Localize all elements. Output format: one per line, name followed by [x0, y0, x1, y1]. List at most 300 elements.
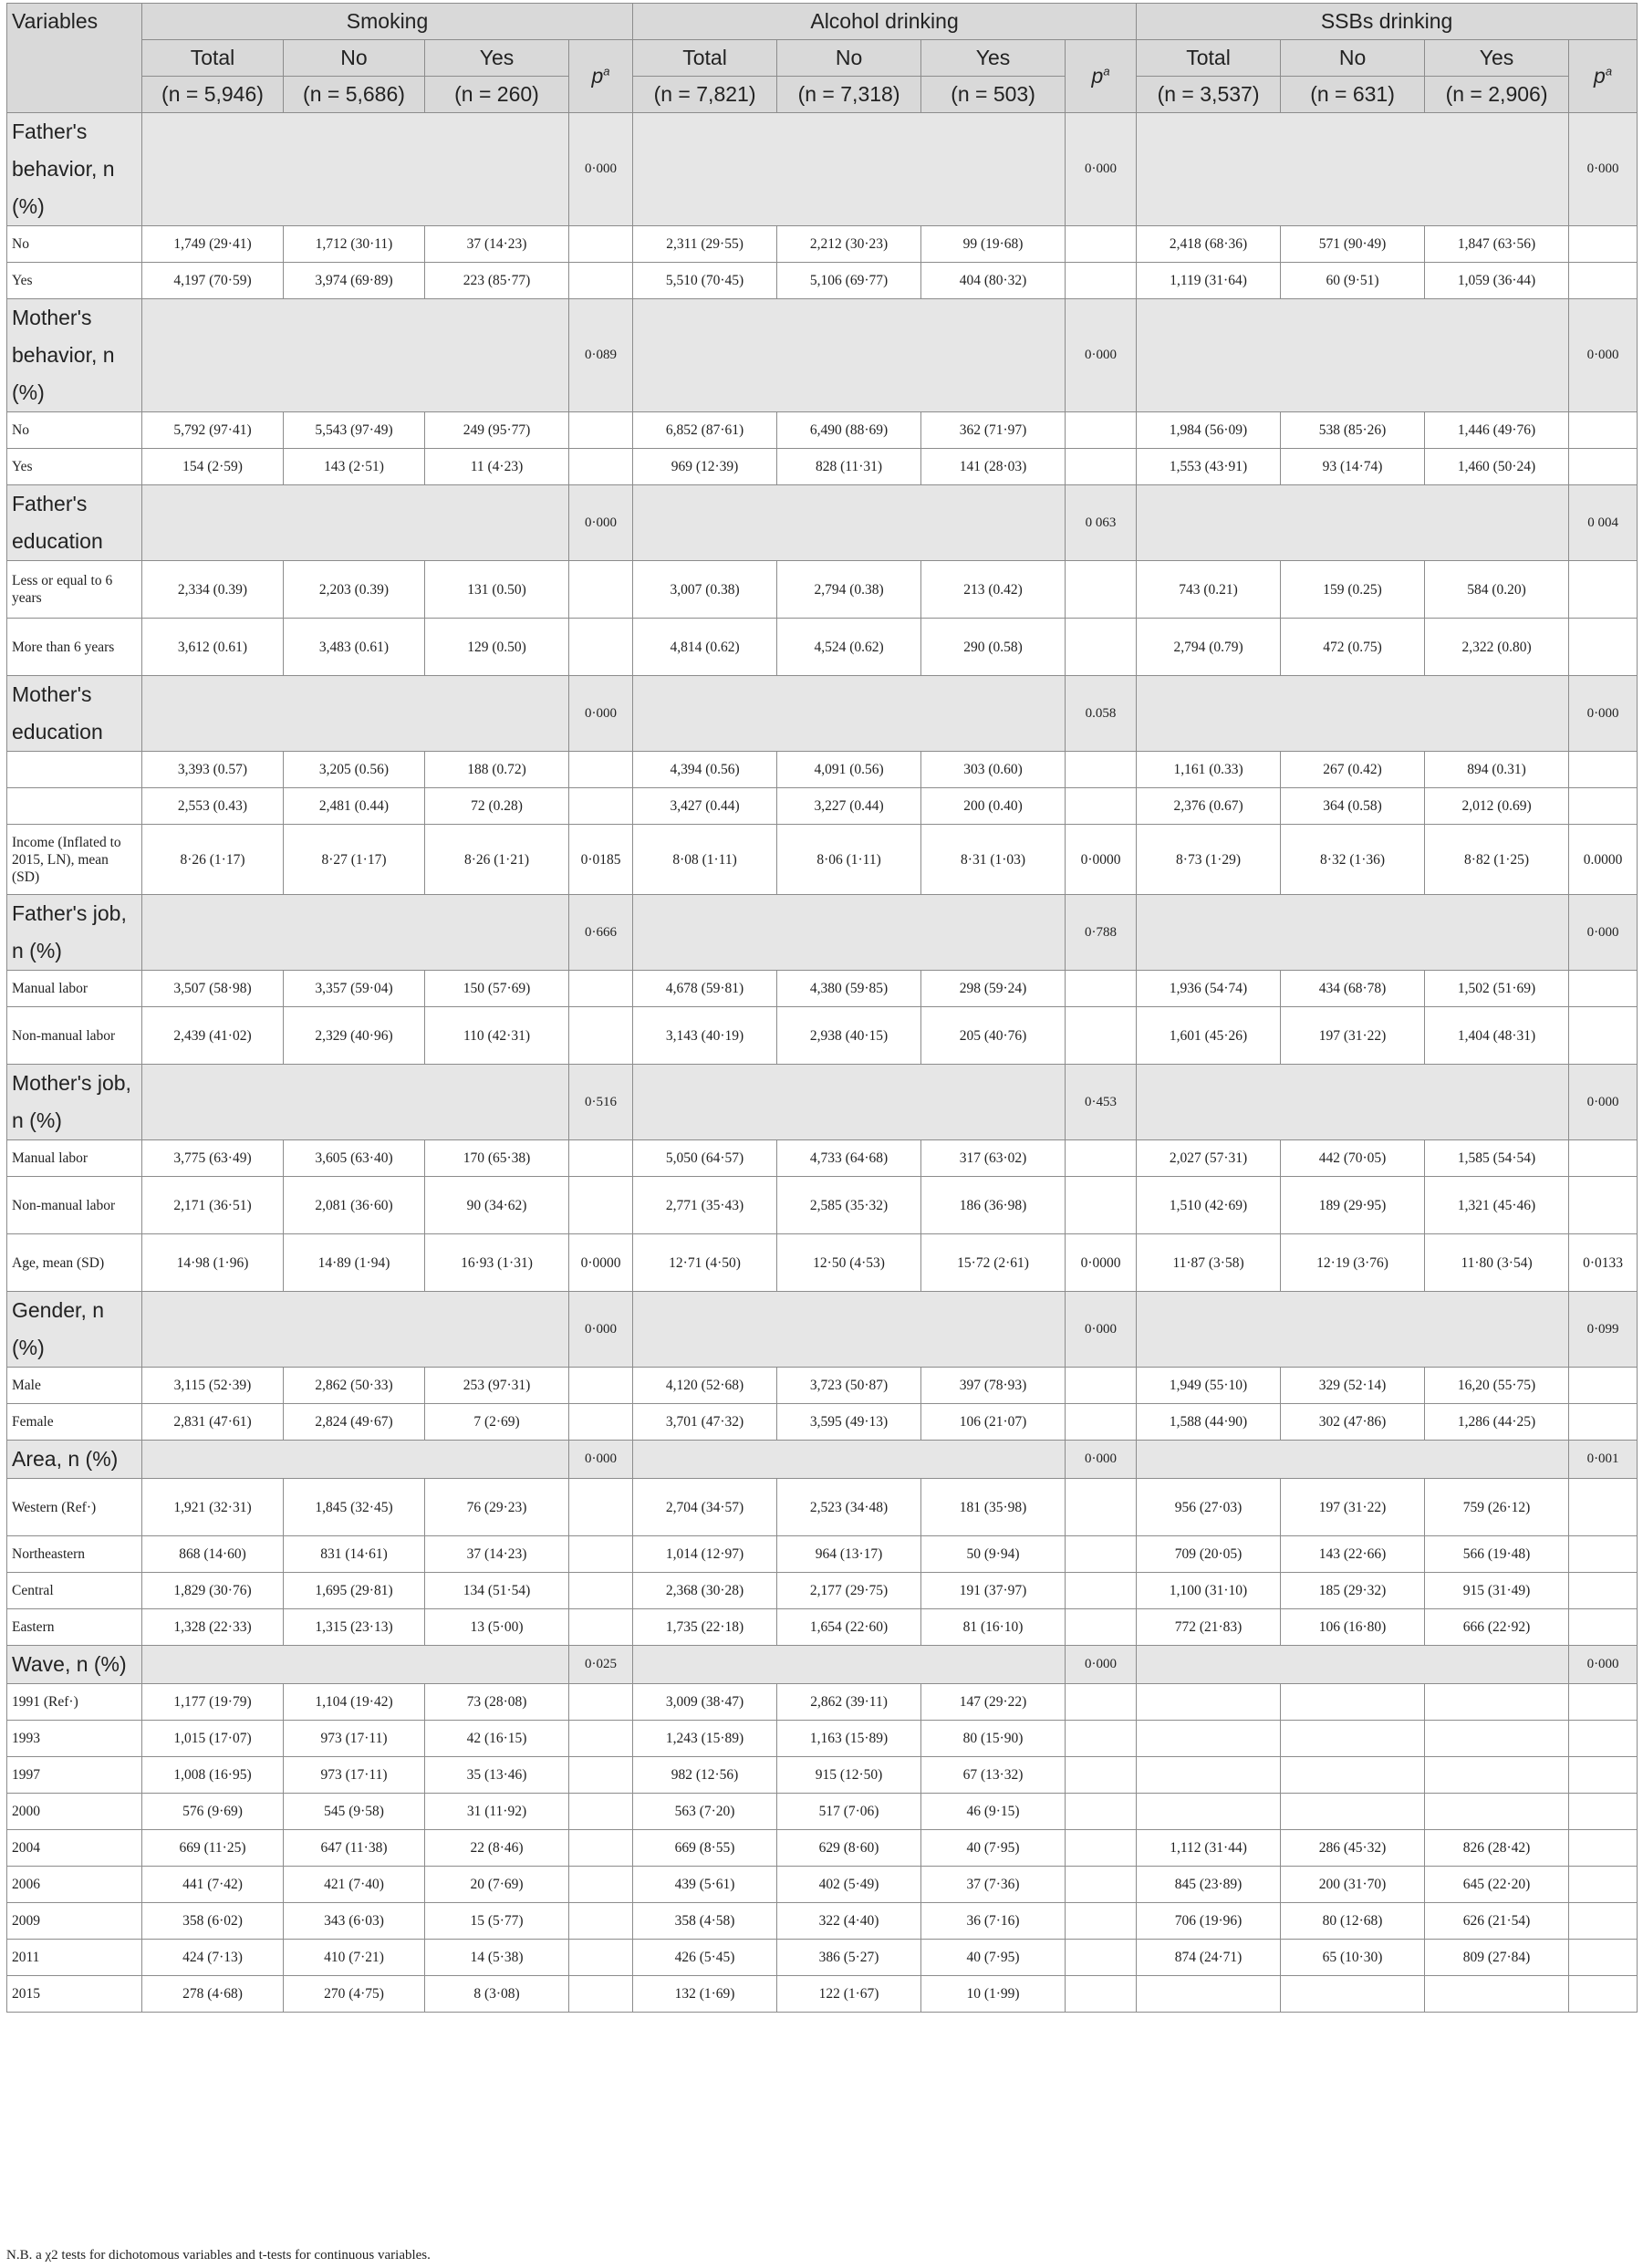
table-row	[7, 788, 1638, 825]
value-cell: 90 (34·62)	[425, 1177, 569, 1234]
row-label	[7, 788, 142, 825]
p-value-cell	[1569, 449, 1638, 485]
table-row	[7, 971, 1638, 1007]
p-value-cell: 0·000	[1569, 299, 1638, 412]
value-cell: 65 (10·30)	[1281, 1940, 1425, 1976]
group-header-row	[7, 299, 1638, 412]
table-row	[7, 1830, 1638, 1867]
header-total: Total	[1137, 40, 1281, 77]
value-cell: 185 (29·32)	[1281, 1573, 1425, 1609]
row-label: 1991 (Ref·)	[7, 1684, 142, 1721]
value-cell: 76 (29·23)	[425, 1479, 569, 1536]
p-value-cell: 0·0000	[1066, 825, 1137, 895]
value-cell: 270 (4·75)	[284, 1976, 425, 2013]
value-cell: 358 (4·58)	[633, 1903, 777, 1940]
value-cell	[1281, 1684, 1425, 1721]
value-cell: 4,814 (0.62)	[633, 619, 777, 676]
value-cell: 915 (31·49)	[1425, 1573, 1569, 1609]
value-cell: 576 (9·69)	[142, 1794, 284, 1830]
header-n: (n = 5,686)	[284, 77, 425, 113]
p-value-cell: 0·000	[1066, 299, 1137, 412]
value-cell: 50 (9·94)	[921, 1536, 1066, 1573]
value-cell: 1,510 (42·69)	[1137, 1177, 1281, 1234]
header-yes: Yes	[921, 40, 1066, 77]
value-cell: 2,418 (68·36)	[1137, 226, 1281, 263]
header-p-value: $p^a$	[569, 40, 633, 113]
value-cell: 99 (19·68)	[921, 226, 1066, 263]
row-label: 2011	[7, 1940, 142, 1976]
value-cell: 2,329 (40·96)	[284, 1007, 425, 1065]
value-cell: 72 (0.28)	[425, 788, 569, 825]
value-cell: 8·32 (1·36)	[1281, 825, 1425, 895]
p-value-cell	[569, 561, 633, 619]
p-value-cell: 0·000	[569, 1441, 633, 1479]
table-row	[7, 263, 1638, 299]
p-value-cell	[1569, 1976, 1638, 2013]
p-value-cell	[1066, 619, 1137, 676]
value-cell: 2,831 (47·61)	[142, 1404, 284, 1441]
p-value-cell: 0·000	[1066, 1646, 1137, 1684]
value-cell: 397 (78·93)	[921, 1368, 1066, 1404]
p-value-cell: 0·000	[1569, 1065, 1638, 1140]
p-value-cell	[569, 1940, 633, 1976]
value-cell: 14·89 (1·94)	[284, 1234, 425, 1292]
p-value-cell	[1066, 1721, 1137, 1757]
value-cell: 12·50 (4·53)	[777, 1234, 921, 1292]
value-cell: 7 (2·69)	[425, 1404, 569, 1441]
value-cell: 2,794 (0.79)	[1137, 619, 1281, 676]
value-cell: 3,115 (52·39)	[142, 1368, 284, 1404]
value-cell: 81 (16·10)	[921, 1609, 1066, 1646]
value-cell: 302 (47·86)	[1281, 1404, 1425, 1441]
p-value-cell	[1569, 263, 1638, 299]
row-label: 2006	[7, 1867, 142, 1903]
blank-cell	[1137, 895, 1569, 971]
value-cell: 14 (5·38)	[425, 1940, 569, 1976]
value-cell: 37 (7·36)	[921, 1867, 1066, 1903]
p-value-cell	[1569, 752, 1638, 788]
value-cell: 132 (1·69)	[633, 1976, 777, 2013]
table-row	[7, 1940, 1638, 1976]
blank-cell	[633, 895, 1066, 971]
value-cell	[1137, 1757, 1281, 1794]
p-value-cell: 0·000	[569, 676, 633, 752]
value-cell	[1281, 1757, 1425, 1794]
p-value-cell	[1066, 1536, 1137, 1573]
p-value-cell	[569, 1721, 633, 1757]
p-value-cell	[569, 619, 633, 676]
value-cell: 5,106 (69·77)	[777, 263, 921, 299]
p-value-cell	[569, 449, 633, 485]
value-cell: 629 (8·60)	[777, 1830, 921, 1867]
table-row	[7, 1684, 1638, 1721]
row-label: Non-manual labor	[7, 1177, 142, 1234]
value-cell	[1137, 1794, 1281, 1830]
p-value-cell	[1066, 1940, 1137, 1976]
value-cell: 2,311 (29·55)	[633, 226, 777, 263]
value-cell: 154 (2·59)	[142, 449, 284, 485]
value-cell: 249 (95·77)	[425, 412, 569, 449]
value-cell: 2,171 (36·51)	[142, 1177, 284, 1234]
value-cell: 4,380 (59·85)	[777, 971, 921, 1007]
value-cell: 4,394 (0.56)	[633, 752, 777, 788]
value-cell: 364 (0.58)	[1281, 788, 1425, 825]
value-cell: 1,735 (22·18)	[633, 1609, 777, 1646]
p-value-cell	[569, 1177, 633, 1234]
p-value-cell: 0·000	[569, 113, 633, 226]
table-row	[7, 825, 1638, 895]
blank-cell	[1137, 1065, 1569, 1140]
value-cell: 60 (9·51)	[1281, 263, 1425, 299]
p-value-cell: 0·0185	[569, 825, 633, 895]
value-cell: 4,678 (59·81)	[633, 971, 777, 1007]
value-cell: 1,286 (44·25)	[1425, 1404, 1569, 1441]
header-n: (n = 5,946)	[142, 77, 284, 113]
header-n: (n = 7,318)	[777, 77, 921, 113]
value-cell: 278 (4·68)	[142, 1976, 284, 2013]
value-cell: 5,543 (97·49)	[284, 412, 425, 449]
value-cell: 402 (5·49)	[777, 1867, 921, 1903]
table-row	[7, 1757, 1638, 1794]
p-value-cell: 0.0000	[1569, 825, 1638, 895]
value-cell: 11·87 (3·58)	[1137, 1234, 1281, 1292]
p-value-cell	[1569, 1867, 1638, 1903]
value-cell: 517 (7·06)	[777, 1794, 921, 1830]
group-header-row	[7, 113, 1638, 226]
value-cell: 42 (16·15)	[425, 1721, 569, 1757]
value-cell: 31 (11·92)	[425, 1794, 569, 1830]
summary-table	[6, 3, 1638, 2013]
value-cell: 12·71 (4·50)	[633, 1234, 777, 1292]
value-cell: 3,007 (0.38)	[633, 561, 777, 619]
p-value-cell	[1569, 1404, 1638, 1441]
p-value-cell	[1569, 1721, 1638, 1757]
value-cell: 563 (7·20)	[633, 1794, 777, 1830]
value-cell: 147 (29·22)	[921, 1684, 1066, 1721]
row-label	[7, 752, 142, 788]
row-label: Male	[7, 1368, 142, 1404]
p-value-cell	[1066, 1757, 1137, 1794]
value-cell: 973 (17·11)	[284, 1757, 425, 1794]
p-value-cell	[1066, 971, 1137, 1007]
p-value-cell: 0·000	[1569, 895, 1638, 971]
value-cell: 143 (2·51)	[284, 449, 425, 485]
p-value-cell	[1569, 619, 1638, 676]
row-label: Yes	[7, 449, 142, 485]
p-value-cell	[1066, 788, 1137, 825]
value-cell: 421 (7·40)	[284, 1867, 425, 1903]
blank-cell	[633, 1292, 1066, 1368]
group-label: Father's education	[7, 485, 142, 561]
value-cell: 5,510 (70·45)	[633, 263, 777, 299]
value-cell: 2,862 (39·11)	[777, 1684, 921, 1721]
value-cell: 188 (0.72)	[425, 752, 569, 788]
value-cell: 1,243 (15·89)	[633, 1721, 777, 1757]
value-cell: 205 (40·76)	[921, 1007, 1066, 1065]
p-value-cell	[569, 1536, 633, 1573]
value-cell: 1,119 (31·64)	[1137, 263, 1281, 299]
p-value-cell	[1569, 1007, 1638, 1065]
p-value-cell	[1569, 1757, 1638, 1794]
value-cell: 16,20 (55·75)	[1425, 1368, 1569, 1404]
value-cell: 669 (8·55)	[633, 1830, 777, 1867]
header-group-ssbs: SSBs drinking	[1137, 4, 1638, 40]
table-row	[7, 1536, 1638, 1573]
value-cell: 16·93 (1·31)	[425, 1234, 569, 1292]
header-p-value: $p^a$	[1569, 40, 1638, 113]
value-cell: 439 (5·61)	[633, 1867, 777, 1903]
p-value-cell	[569, 1684, 633, 1721]
value-cell: 647 (11·38)	[284, 1830, 425, 1867]
value-cell: 141 (28·03)	[921, 449, 1066, 485]
value-cell	[1425, 1684, 1569, 1721]
value-cell: 571 (90·49)	[1281, 226, 1425, 263]
value-cell: 2,481 (0.44)	[284, 788, 425, 825]
value-cell: 159 (0.25)	[1281, 561, 1425, 619]
value-cell: 1,749 (29·41)	[142, 226, 284, 263]
group-label: Mother's job, n (%)	[7, 1065, 142, 1140]
table-row	[7, 1177, 1638, 1234]
row-label: Manual labor	[7, 971, 142, 1007]
value-cell: 626 (21·54)	[1425, 1903, 1569, 1940]
p-value-cell	[1066, 752, 1137, 788]
p-value-cell	[1066, 1573, 1137, 1609]
header-n: (n = 2,906)	[1425, 77, 1569, 113]
value-cell: 538 (85·26)	[1281, 412, 1425, 449]
p-value-cell: 0·000	[569, 1292, 633, 1368]
p-value-cell	[569, 1976, 633, 2013]
blank-cell	[142, 1292, 569, 1368]
value-cell: 213 (0.42)	[921, 561, 1066, 619]
value-cell: 828 (11·31)	[777, 449, 921, 485]
blank-cell	[1137, 485, 1569, 561]
table-row	[7, 1573, 1638, 1609]
value-cell: 11 (4·23)	[425, 449, 569, 485]
p-value-cell	[569, 226, 633, 263]
value-cell: 131 (0.50)	[425, 561, 569, 619]
group-label: Mother's behavior, n (%)	[7, 299, 142, 412]
header-n: (n = 260)	[425, 77, 569, 113]
p-value-cell	[1569, 226, 1638, 263]
p-value-cell	[569, 1830, 633, 1867]
p-value-cell	[1066, 226, 1137, 263]
p-value-cell	[1066, 1404, 1137, 1441]
value-cell: 37 (14·23)	[425, 1536, 569, 1573]
value-cell: 2,081 (36·60)	[284, 1177, 425, 1234]
blank-cell	[1137, 1441, 1569, 1479]
row-label: Central	[7, 1573, 142, 1609]
row-label: Less or equal to 6 years	[7, 561, 142, 619]
table-row	[7, 1867, 1638, 1903]
value-cell: 1,446 (49·76)	[1425, 412, 1569, 449]
value-cell: 197 (31·22)	[1281, 1479, 1425, 1536]
p-value-cell	[1066, 1368, 1137, 1404]
group-header-row	[7, 1065, 1638, 1140]
value-cell: 22 (8·46)	[425, 1830, 569, 1867]
value-cell: 8 (3·08)	[425, 1976, 569, 2013]
p-value-cell	[1066, 1609, 1137, 1646]
value-cell: 110 (42·31)	[425, 1007, 569, 1065]
blank-cell	[142, 485, 569, 561]
row-label: Eastern	[7, 1609, 142, 1646]
blank-cell	[633, 1065, 1066, 1140]
value-cell: 410 (7·21)	[284, 1940, 425, 1976]
value-cell: 3,974 (69·89)	[284, 263, 425, 299]
value-cell: 8·31 (1·03)	[921, 825, 1066, 895]
value-cell: 4,197 (70·59)	[142, 263, 284, 299]
value-cell: 181 (35·98)	[921, 1479, 1066, 1536]
value-cell: 4,091 (0.56)	[777, 752, 921, 788]
row-label: 2000	[7, 1794, 142, 1830]
value-cell	[1137, 1976, 1281, 2013]
header-variables: Variables	[7, 4, 142, 113]
row-label: Western (Ref·)	[7, 1479, 142, 1536]
header-p-value: $p^a$	[1066, 40, 1137, 113]
value-cell: 2,523 (34·48)	[777, 1479, 921, 1536]
value-cell: 253 (97·31)	[425, 1368, 569, 1404]
value-cell: 1,695 (29·81)	[284, 1573, 425, 1609]
group-header-row	[7, 1646, 1638, 1684]
p-value-cell	[1569, 1536, 1638, 1573]
p-value-cell: 0·000	[569, 485, 633, 561]
p-value-cell	[1066, 1007, 1137, 1065]
header-yes: Yes	[425, 40, 569, 77]
p-value-cell	[1569, 1940, 1638, 1976]
value-cell	[1425, 1794, 1569, 1830]
value-cell: 2,012 (0.69)	[1425, 788, 1569, 825]
value-cell: 956 (27·03)	[1137, 1479, 1281, 1536]
table-row	[7, 1140, 1638, 1177]
value-cell: 343 (6·03)	[284, 1903, 425, 1940]
value-cell: 1,921 (32·31)	[142, 1479, 284, 1536]
p-value-cell: 0·0000	[569, 1234, 633, 1292]
row-label: Yes	[7, 263, 142, 299]
group-label: Father's job, n (%)	[7, 895, 142, 971]
p-value-cell: 0·001	[1569, 1441, 1638, 1479]
value-cell: 189 (29·95)	[1281, 1177, 1425, 1234]
value-cell	[1425, 1721, 1569, 1757]
value-cell: 6,852 (87·61)	[633, 412, 777, 449]
value-cell: 170 (65·38)	[425, 1140, 569, 1177]
value-cell: 200 (0.40)	[921, 788, 1066, 825]
value-cell: 759 (26·12)	[1425, 1479, 1569, 1536]
value-cell: 809 (27·84)	[1425, 1940, 1569, 1976]
p-value-cell: 0·000	[1066, 113, 1137, 226]
value-cell: 129 (0.50)	[425, 619, 569, 676]
value-cell: 8·73 (1·29)	[1137, 825, 1281, 895]
value-cell: 36 (7·16)	[921, 1903, 1066, 1940]
value-cell: 973 (17·11)	[284, 1721, 425, 1757]
blank-cell	[633, 1646, 1066, 1684]
value-cell: 441 (7·42)	[142, 1867, 284, 1903]
p-value-cell	[1066, 1903, 1137, 1940]
table-row	[7, 226, 1638, 263]
value-cell: 1,015 (17·07)	[142, 1721, 284, 1757]
header-no: No	[284, 40, 425, 77]
p-value-cell: 0 063	[1066, 485, 1137, 561]
value-cell: 298 (59·24)	[921, 971, 1066, 1007]
value-cell	[1137, 1721, 1281, 1757]
value-cell: 666 (22·92)	[1425, 1609, 1569, 1646]
header-total: Total	[633, 40, 777, 77]
value-cell: 40 (7·95)	[921, 1940, 1066, 1976]
value-cell: 2,771 (35·43)	[633, 1177, 777, 1234]
value-cell: 5,050 (64·57)	[633, 1140, 777, 1177]
header-n: (n = 7,821)	[633, 77, 777, 113]
value-cell: 2,212 (30·23)	[777, 226, 921, 263]
table-row	[7, 1479, 1638, 1536]
value-cell: 3,357 (59·04)	[284, 971, 425, 1007]
value-cell: 20 (7·69)	[425, 1867, 569, 1903]
row-label: Manual labor	[7, 1140, 142, 1177]
table-body	[7, 113, 1638, 2013]
value-cell: 8·06 (1·11)	[777, 825, 921, 895]
value-cell: 290 (0.58)	[921, 619, 1066, 676]
p-value-cell	[1569, 412, 1638, 449]
p-value-cell	[1569, 1903, 1638, 1940]
p-value-cell	[1569, 1140, 1638, 1177]
p-value-cell	[569, 1757, 633, 1794]
p-value-cell	[569, 1140, 633, 1177]
value-cell: 1,585 (54·54)	[1425, 1140, 1569, 1177]
p-value-cell: 0·099	[1569, 1292, 1638, 1368]
value-cell: 2,794 (0.38)	[777, 561, 921, 619]
value-cell: 472 (0.75)	[1281, 619, 1425, 676]
row-label: Non-manual labor	[7, 1007, 142, 1065]
p-value-cell	[569, 1404, 633, 1441]
blank-cell	[1137, 1646, 1569, 1684]
value-cell: 93 (14·74)	[1281, 449, 1425, 485]
p-value-cell	[1569, 1479, 1638, 1536]
value-cell: 6,490 (88·69)	[777, 412, 921, 449]
p-value-cell	[1569, 1368, 1638, 1404]
value-cell: 13 (5·00)	[425, 1609, 569, 1646]
table-row	[7, 1903, 1638, 1940]
value-cell: 12·19 (3·76)	[1281, 1234, 1425, 1292]
header-group-smoking: Smoking	[142, 4, 633, 40]
value-cell: 3,723 (50·87)	[777, 1368, 921, 1404]
value-cell: 3,595 (49·13)	[777, 1404, 921, 1441]
blank-cell	[142, 299, 569, 412]
value-cell: 1,321 (45·46)	[1425, 1177, 1569, 1234]
group-label: Gender, n (%)	[7, 1292, 142, 1368]
table-row	[7, 1609, 1638, 1646]
value-cell: 80 (12·68)	[1281, 1903, 1425, 1940]
p-value-cell: 0·516	[569, 1065, 633, 1140]
row-label: Female	[7, 1404, 142, 1441]
value-cell: 4,524 (0.62)	[777, 619, 921, 676]
value-cell	[1281, 1794, 1425, 1830]
row-label: No	[7, 226, 142, 263]
value-cell: 868 (14·60)	[142, 1536, 284, 1573]
p-value-cell: 0·453	[1066, 1065, 1137, 1140]
row-label: Age, mean (SD)	[7, 1234, 142, 1292]
value-cell: 8·26 (1·17)	[142, 825, 284, 895]
p-value-cell	[1066, 1177, 1137, 1234]
group-label: Wave, n (%)	[7, 1646, 142, 1684]
p-value-cell: 0·000	[1066, 1292, 1137, 1368]
value-cell: 40 (7·95)	[921, 1830, 1066, 1867]
blank-cell	[142, 895, 569, 971]
table-row	[7, 1794, 1638, 1830]
value-cell: 982 (12·56)	[633, 1757, 777, 1794]
value-cell: 15·72 (2·61)	[921, 1234, 1066, 1292]
table-row	[7, 449, 1638, 485]
value-cell: 2,585 (35·32)	[777, 1177, 921, 1234]
p-value-cell: 0·000	[1569, 113, 1638, 226]
value-cell: 3,205 (0.56)	[284, 752, 425, 788]
value-cell	[1425, 1757, 1569, 1794]
